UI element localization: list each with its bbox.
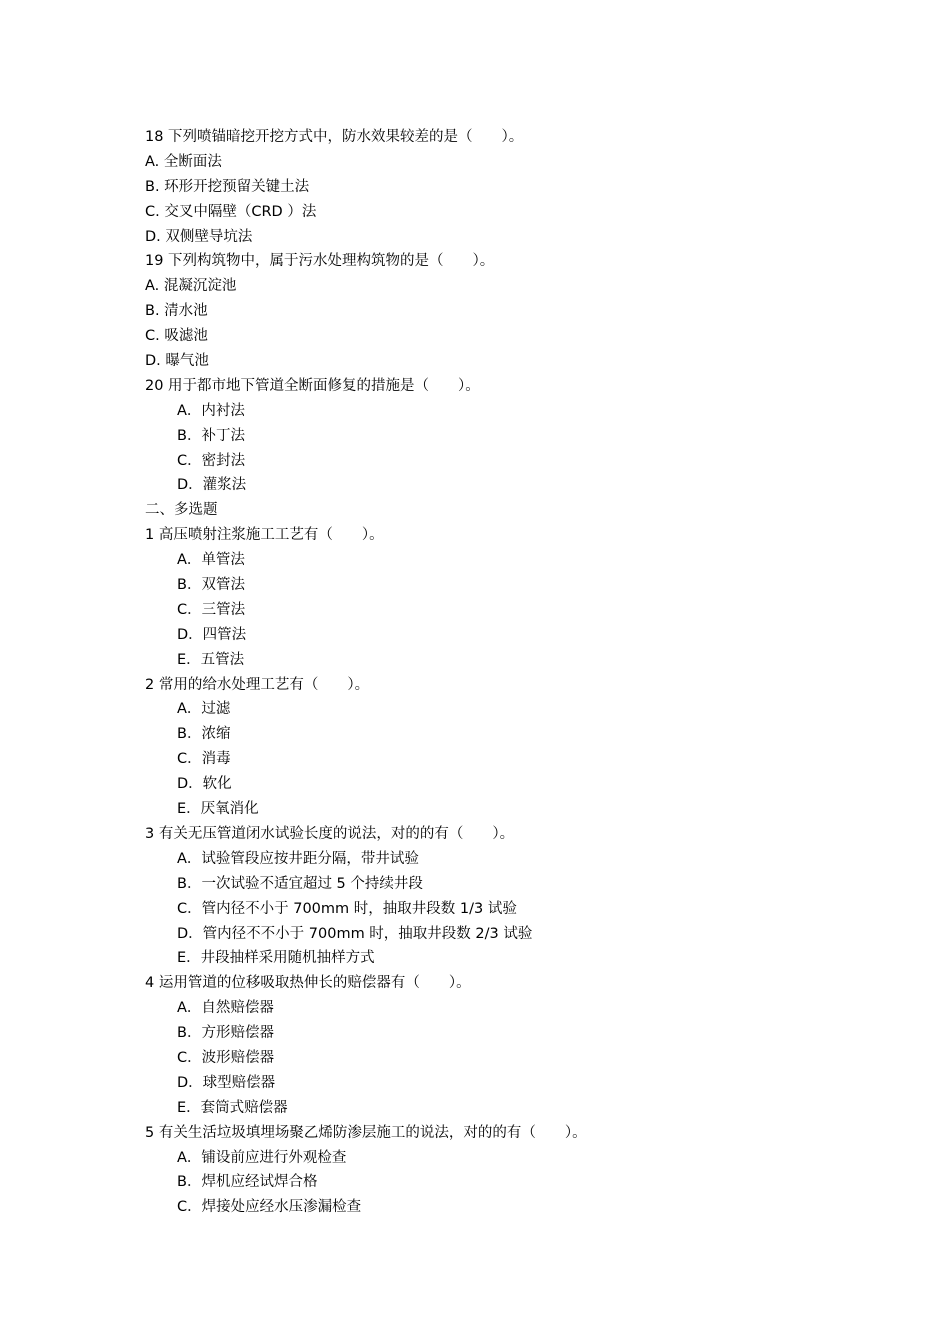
option-b: B．浓缩	[177, 726, 231, 743]
multi-question-3: 3 有关无压管道闭水试验长度的说法，对的的有（ ）。	[145, 825, 515, 842]
option-d: D．灌浆法	[177, 477, 247, 494]
option-b: B．双管法	[177, 577, 245, 594]
option-c: C．密封法	[177, 452, 246, 469]
multi-question-2: 2 常用的给水处理工艺有（ ）。	[145, 676, 370, 693]
question-19: 19 下列构筑物中，属于污水处理构筑物的是（ ）。	[145, 253, 495, 270]
section-heading-multi-choice: 二、多选题	[145, 502, 218, 519]
multi-question-1: 1 高压喷射注浆施工工艺有（ ）。	[145, 527, 384, 544]
option-c: C．三管法	[177, 601, 246, 618]
option-e: E．套筒式赔偿器	[177, 1099, 288, 1116]
option-d: D. 双侧壁导坑法	[145, 228, 253, 245]
option-a: A. 全断面法	[145, 153, 222, 170]
option-a: A．内衬法	[177, 402, 245, 419]
option-d: D．球型赔偿器	[177, 1074, 276, 1091]
option-a: A．过滤	[177, 701, 231, 718]
option-b: B．一次试验不适宜超过 5 个持续井段	[177, 875, 423, 892]
option-c: C．消毒	[177, 751, 231, 768]
option-d: D. 曝气池	[145, 353, 209, 370]
option-c: C．焊接处应经水压渗漏检查	[177, 1199, 362, 1216]
option-b: B. 环形开挖预留关键土法	[145, 178, 310, 195]
question-18: 18 下列喷锚暗挖开挖方式中，防水效果较差的是（ ）。	[145, 129, 524, 145]
option-a: A．试验管段应按井距分隔，带井试验	[177, 850, 419, 867]
option-a: A．自然赔偿器	[177, 1000, 274, 1017]
option-d: D．四管法	[177, 626, 247, 643]
option-e: E．厌氧消化	[177, 801, 259, 818]
option-c: C．管内径不小于 700mm 时，抽取井段数 1/3 试验	[177, 900, 517, 917]
option-d: D．管内径不不小于 700mm 时，抽取井段数 2/3 试验	[177, 925, 533, 942]
option-c: C. 交叉中隔壁（CRD ）法	[145, 203, 317, 220]
option-e: E．井段抽样采用随机抽样方式	[177, 950, 375, 967]
option-e: E．五管法	[177, 651, 245, 668]
option-a: A．铺设前应进行外观检查	[177, 1149, 347, 1166]
option-a: A. 混凝沉淀池	[145, 278, 237, 295]
multi-question-4: 4 运用管道的位移吸取热伸长的赔偿器有（ ）。	[145, 975, 471, 992]
option-a: A．单管法	[177, 552, 245, 569]
option-b: B．方形赔偿器	[177, 1025, 274, 1042]
multi-question-5: 5 有关生活垃圾填埋场聚乙烯防渗层施工的说法，对的的有（ ）。	[145, 1124, 587, 1141]
option-b: B．补丁法	[177, 427, 245, 444]
page-content	[145, 125, 825, 1220]
option-c: C．波形赔偿器	[177, 1049, 275, 1066]
option-c: C. 吸滤池	[145, 328, 208, 345]
option-b: B. 清水池	[145, 303, 208, 320]
question-20: 20 用于都市地下管道全断面修复的措施是（ ）。	[145, 377, 480, 394]
option-d: D．软化	[177, 776, 232, 793]
option-b: B．焊机应经试焊合格	[177, 1174, 318, 1191]
